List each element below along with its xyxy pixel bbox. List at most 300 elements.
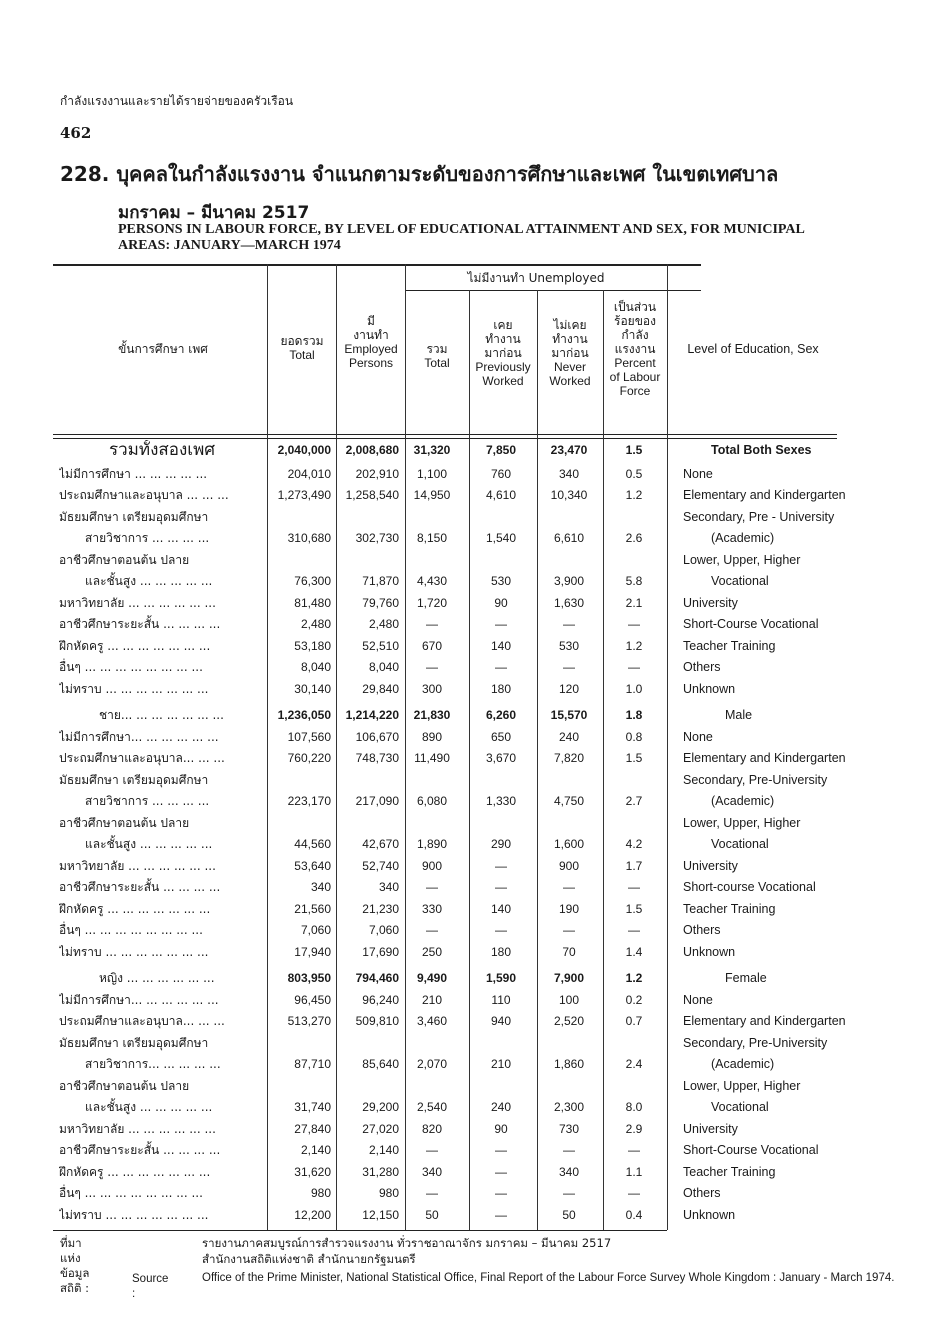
cell-total: 803,950 xyxy=(287,971,331,985)
row-level-en: Elementary and Kindergarten xyxy=(683,751,846,765)
table-row xyxy=(53,1054,837,1076)
col-header-level-en: Level of Education, Sex xyxy=(687,342,819,356)
row-level-th: อื่นๆ ... ... ... ... ... ... ... ... xyxy=(59,660,203,674)
cell-total: 340 xyxy=(310,880,331,894)
table-row xyxy=(53,507,837,529)
cell-unemployed-total: 210 xyxy=(421,992,443,1007)
cell-unemployed-total: 1,100 xyxy=(416,466,448,481)
row-level-th: ฝึกหัดครู ... ... ... ... ... ... ... xyxy=(59,901,211,916)
cell-never-worked: — xyxy=(563,617,575,631)
row-level-en: Unknown xyxy=(683,681,736,696)
table-bottom-rule xyxy=(53,1230,667,1231)
table-row xyxy=(53,834,837,856)
cell-previously-worked: 6,260 xyxy=(485,708,517,722)
col-header-employed-en2: Persons xyxy=(348,356,394,370)
table-row xyxy=(53,877,837,899)
col-header-prev-th3: มาก่อน xyxy=(484,346,522,360)
col-header-never-en2: Worked xyxy=(549,374,591,388)
row-level-en: Elementary and Kindergarten xyxy=(683,1014,846,1028)
row-level-en: Total Both Sexes xyxy=(711,443,812,457)
cell-total: 30,140 xyxy=(294,681,331,696)
cell-total: 96,450 xyxy=(294,992,331,1007)
cell-employed: 17,690 xyxy=(362,944,399,959)
row-level-th: อาชีวศึกษาระยะสั้น ... ... ... ... xyxy=(59,880,221,894)
row-level-th: มัธยมศึกษา เตรียมอุดมศึกษา xyxy=(59,509,209,524)
cell-unemployed-total: 1,890 xyxy=(416,837,448,851)
table-row xyxy=(53,990,837,1012)
row-level-th: สายวิชาการ ... ... ... ... xyxy=(85,794,210,808)
cell-unemployed-total: — xyxy=(426,617,438,631)
cell-employed: 42,670 xyxy=(362,837,399,851)
unemployed-group-rule xyxy=(405,290,701,291)
cell-previously-worked: 3,670 xyxy=(485,751,517,765)
cell-total: 44,560 xyxy=(294,837,331,851)
cell-percent: 0.5 xyxy=(625,466,643,481)
cell-previously-worked: 940 xyxy=(490,1014,512,1028)
table-row xyxy=(53,727,837,749)
cell-never-worked: 15,570 xyxy=(550,708,588,722)
row-level-en: Secondary, Pre-University xyxy=(683,1035,828,1050)
cell-total: 17,940 xyxy=(294,944,331,959)
cell-previously-worked: 290 xyxy=(490,837,512,851)
cell-unemployed-total: 50 xyxy=(425,1207,439,1222)
col-header-prev-en1: Previously xyxy=(475,360,531,374)
col-header-pct-th3: กำลัง xyxy=(621,328,649,342)
cell-employed: 52,510 xyxy=(362,638,399,653)
cell-percent: 2.7 xyxy=(625,794,643,808)
cell-employed: 340 xyxy=(378,880,399,894)
cell-percent: — xyxy=(628,880,640,894)
table-row xyxy=(53,1205,837,1227)
cell-unemployed-total: 250 xyxy=(421,944,443,959)
cell-percent: — xyxy=(628,923,640,937)
source-label-th: ที่มาแห่งข้อมูลสถิติ : xyxy=(60,1236,90,1295)
cell-previously-worked: 140 xyxy=(490,901,512,916)
cell-employed: 29,200 xyxy=(362,1100,399,1114)
cell-percent: 1.1 xyxy=(625,1164,643,1179)
col-header-percent-labour-force xyxy=(603,300,667,398)
table-row xyxy=(53,920,837,942)
table-row xyxy=(53,1140,837,1162)
cell-employed: 1,214,220 xyxy=(345,708,399,722)
cell-percent: — xyxy=(628,1186,640,1200)
col-header-pct-en3: Force xyxy=(619,384,651,398)
cell-percent: 1.4 xyxy=(625,944,643,959)
row-level-en: None xyxy=(683,466,713,481)
col-header-unemployed-total-th: รวม xyxy=(426,342,448,356)
cell-never-worked: 10,340 xyxy=(550,488,588,502)
table-row xyxy=(53,899,837,921)
cell-total: 2,480 xyxy=(300,617,331,631)
cell-percent: 1.0 xyxy=(625,681,643,696)
col-header-never-th1: ไม่เคย xyxy=(553,318,587,332)
table-title-thai xyxy=(60,158,778,190)
row-level-th: อาชีวศึกษาตอนต้น ปลาย xyxy=(59,1078,190,1093)
row-level-th: อาชีวศึกษาตอนต้น ปลาย xyxy=(59,552,190,567)
table-row xyxy=(53,968,837,990)
table-title-thai-text: บุคคลในกำลังแรงงาน จำแนกตามระดับของการศึกษาและเพศ ในเขตเทศบาล xyxy=(116,162,779,186)
row-level-en: Lower, Upper, Higher xyxy=(683,1078,801,1093)
cell-unemployed-total: 2,540 xyxy=(416,1100,448,1114)
cell-previously-worked: 1,330 xyxy=(485,794,517,808)
row-level-en: Others xyxy=(683,660,721,674)
cell-percent: 8.0 xyxy=(625,1100,643,1114)
row-level-en: Vocational xyxy=(711,1100,769,1114)
col-header-never-th2: ทำงาน xyxy=(552,332,588,346)
table-row xyxy=(53,636,837,658)
row-level-th: ไม่ทราบ ... ... ... ... ... ... ... xyxy=(59,944,209,959)
cell-never-worked: 6,610 xyxy=(553,531,585,545)
cell-never-worked: 120 xyxy=(558,681,580,696)
cell-unemployed-total: 14,950 xyxy=(413,488,451,502)
row-level-en: Teacher Training xyxy=(683,901,776,916)
cell-total: 27,840 xyxy=(294,1121,331,1136)
col-header-never-en1: Never xyxy=(553,360,586,374)
cell-total: 8,040 xyxy=(300,660,331,674)
cell-previously-worked: — xyxy=(495,858,507,873)
col-header-previously-worked xyxy=(469,318,537,388)
col-header-pct-en2: of Labour xyxy=(609,370,661,384)
cell-previously-worked: 1,540 xyxy=(485,531,517,545)
row-level-en: Male xyxy=(725,708,753,722)
cell-never-worked: 7,900 xyxy=(553,971,585,985)
cell-percent: 1.8 xyxy=(625,708,643,722)
row-level-th: หญิง ... ... ... ... ... ... xyxy=(99,971,215,985)
cell-percent: 1.5 xyxy=(625,751,643,765)
row-level-th: รวมทั้งสองเพศ xyxy=(109,440,216,460)
cell-total: 1,273,490 xyxy=(277,488,331,502)
table-row xyxy=(53,705,837,727)
cell-total: 76,300 xyxy=(294,574,331,588)
cell-unemployed-total: 3,460 xyxy=(416,1014,448,1028)
cell-employed: 52,740 xyxy=(362,858,399,873)
cell-previously-worked: — xyxy=(495,617,507,631)
cell-percent: 2.1 xyxy=(625,595,643,610)
cell-never-worked: 1,600 xyxy=(553,837,585,851)
cell-employed: 85,640 xyxy=(362,1057,399,1071)
cell-total: 31,620 xyxy=(294,1164,331,1179)
cell-never-worked: 340 xyxy=(558,1164,580,1179)
cell-previously-worked: — xyxy=(495,1207,507,1222)
cell-employed: 79,760 xyxy=(362,595,399,610)
running-title: กำลังแรงงานและรายได้รายจ่ายของครัวเรือน xyxy=(60,94,294,108)
cell-percent: 0.4 xyxy=(625,1207,643,1222)
cell-never-worked: 530 xyxy=(558,638,580,653)
col-header-unemployed-group: ไม่มีงานทำ Unemployed xyxy=(467,271,605,285)
row-level-th: ประถมศึกษาและอนุบาล... ... ... xyxy=(59,1014,225,1028)
row-level-en: Short-Course Vocational xyxy=(683,617,819,631)
table-row xyxy=(53,1011,846,1033)
cell-percent: — xyxy=(628,1143,640,1157)
table-row xyxy=(53,942,837,964)
table-row xyxy=(53,1033,837,1055)
row-level-th: อื่นๆ ... ... ... ... ... ... ... ... xyxy=(59,923,203,937)
col-header-pct-th2: ร้อยของ xyxy=(614,314,656,328)
row-level-en: Secondary, Pre - University xyxy=(683,509,835,524)
row-level-en: Unknown xyxy=(683,1207,736,1222)
table-row xyxy=(53,856,837,878)
row-level-en: Teacher Training xyxy=(683,638,776,653)
row-level-th: ประถมศึกษาและอนุบาล... ... ... xyxy=(59,751,225,765)
cell-unemployed-total: 900 xyxy=(421,858,443,873)
table-row xyxy=(53,1076,837,1098)
cell-previously-worked: 210 xyxy=(490,1057,512,1071)
cell-total: 310,680 xyxy=(287,531,331,545)
cell-employed: 980 xyxy=(378,1186,399,1200)
cell-never-worked: — xyxy=(563,660,575,674)
cell-total: 760,220 xyxy=(287,751,331,765)
row-level-th: มหาวิทยาลัย ... ... ... ... ... ... xyxy=(59,595,216,610)
row-level-th: ไม่มีการศึกษา ... ... ... ... ... xyxy=(59,466,208,481)
row-level-en: None xyxy=(683,992,713,1007)
cell-percent: 1.5 xyxy=(625,901,643,916)
cell-unemployed-total: — xyxy=(426,1143,438,1157)
cell-employed: 27,020 xyxy=(362,1121,399,1136)
cell-percent: — xyxy=(628,660,640,674)
col-header-employed-th2: งานทำ xyxy=(353,328,389,342)
cell-percent: 4.2 xyxy=(625,837,643,851)
cell-previously-worked: — xyxy=(495,880,507,894)
cell-previously-worked: 110 xyxy=(491,992,511,1007)
row-level-th: มหาวิทยาลัย ... ... ... ... ... ... xyxy=(59,1121,216,1136)
row-level-th: อาชีวศึกษาระยะสั้น ... ... ... ... xyxy=(59,617,221,631)
row-level-th: ฝึกหัดครู ... ... ... ... ... ... ... xyxy=(59,1164,211,1179)
cell-previously-worked: 240 xyxy=(490,1100,512,1114)
cell-previously-worked: — xyxy=(495,923,507,937)
row-level-th: และชั้นสูง ... ... ... ... ... xyxy=(85,837,213,851)
cell-unemployed-total: 670 xyxy=(421,638,443,653)
row-level-en: Teacher Training xyxy=(683,1164,776,1179)
cell-employed: 217,090 xyxy=(355,794,399,808)
row-level-th: และชั้นสูง ... ... ... ... ... xyxy=(85,1100,213,1114)
row-level-en: (Academic) xyxy=(711,1057,775,1071)
cell-never-worked: 100 xyxy=(558,992,580,1007)
cell-employed: 31,280 xyxy=(362,1164,399,1179)
cell-employed: 302,730 xyxy=(355,531,399,545)
cell-total: 81,480 xyxy=(294,595,331,610)
row-level-th: มัธยมศึกษา เตรียมอุดมศึกษา xyxy=(59,1035,209,1050)
row-level-en: (Academic) xyxy=(711,794,775,808)
cell-percent: 1.2 xyxy=(625,488,643,502)
col-header-employed-th1: มี xyxy=(367,314,375,328)
table-row xyxy=(53,440,837,462)
header-bottom-rule-2 xyxy=(53,438,837,439)
row-level-en: University xyxy=(683,858,738,873)
cell-percent: 1.5 xyxy=(625,443,643,457)
cell-unemployed-total: 2,070 xyxy=(416,1057,448,1071)
cell-previously-worked: 650 xyxy=(490,729,512,744)
cell-never-worked: — xyxy=(563,880,575,894)
cell-employed: 2,140 xyxy=(368,1143,399,1157)
table-row xyxy=(53,1183,837,1205)
row-level-en: Unknown xyxy=(683,944,736,959)
col-header-total-en: Total xyxy=(289,348,315,362)
cell-unemployed-total: — xyxy=(426,923,438,937)
col-header-total xyxy=(269,334,335,362)
col-header-pct-th1: เป็นส่วน xyxy=(613,300,657,314)
cell-never-worked: 2,300 xyxy=(553,1100,585,1114)
cell-never-worked: 70 xyxy=(562,944,576,959)
row-level-th: อื่นๆ ... ... ... ... ... ... ... ... xyxy=(59,1186,203,1200)
row-level-en: None xyxy=(683,729,713,744)
cell-percent: 2.4 xyxy=(625,1057,643,1071)
cell-percent: — xyxy=(628,617,640,631)
table-row xyxy=(53,1162,837,1184)
cell-never-worked: 1,860 xyxy=(553,1057,585,1071)
cell-previously-worked: — xyxy=(495,1186,507,1200)
cell-total: 1,236,050 xyxy=(277,708,331,722)
table-row xyxy=(53,593,837,615)
cell-percent: 1.2 xyxy=(625,971,643,985)
cell-percent: 5.8 xyxy=(625,574,643,588)
cell-employed: 96,240 xyxy=(362,992,399,1007)
cell-total: 513,270 xyxy=(287,1014,331,1028)
cell-never-worked: — xyxy=(563,1143,575,1157)
row-level-en: Female xyxy=(725,971,767,985)
cell-percent: 2.9 xyxy=(625,1121,643,1136)
row-level-th: ฝึกหัดครู ... ... ... ... ... ... ... xyxy=(59,638,211,653)
page-number: 462 xyxy=(60,124,92,142)
cell-employed: 21,230 xyxy=(362,901,399,916)
cell-employed: 509,810 xyxy=(355,1014,399,1028)
cell-never-worked: 50 xyxy=(562,1207,576,1222)
table-row xyxy=(53,614,837,636)
row-level-en: Vocational xyxy=(711,837,769,851)
source-text-th1: รายงานภาคสมบูรณ์การสำรวจแรงงาน ทั่วราชอาณาจักร มกราคม – มีนาคม 2517 xyxy=(202,1236,612,1250)
source-text-en: Office of the Prime Minister, National Statistical Office, Final Report of the Labour Force Survey Whole Kingdom : January - March 1974. xyxy=(202,1272,895,1284)
source-text-th2: สำนักงานสถิติแห่งชาติ สำนักนายกรัฐมนตรี xyxy=(202,1252,416,1266)
cell-unemployed-total: 11,490 xyxy=(414,751,450,765)
row-level-en: University xyxy=(683,595,738,610)
table-row xyxy=(53,657,837,679)
cell-unemployed-total: 820 xyxy=(421,1121,443,1136)
cell-employed: 202,910 xyxy=(355,466,399,481)
cell-unemployed-total: 1,720 xyxy=(416,595,448,610)
cell-previously-worked: 4,610 xyxy=(485,488,517,502)
cell-previously-worked: 90 xyxy=(494,595,508,610)
col-header-pct-th4: แรงงาน xyxy=(614,342,656,356)
cell-employed: 748,730 xyxy=(355,751,399,765)
table-row xyxy=(53,550,837,572)
cell-previously-worked: 180 xyxy=(490,681,512,696)
row-level-th: มหาวิทยาลัย ... ... ... ... ... ... xyxy=(59,858,216,873)
cell-percent: 0.2 xyxy=(625,992,643,1007)
cell-employed: 8,040 xyxy=(368,660,399,674)
cell-never-worked: 340 xyxy=(558,466,580,481)
cell-total: 53,640 xyxy=(294,858,331,873)
row-level-en: Short-course Vocational xyxy=(683,880,816,894)
cell-total: 7,060 xyxy=(300,923,331,937)
table-row xyxy=(53,528,837,550)
cell-unemployed-total: 300 xyxy=(421,681,443,696)
cell-employed: 1,258,540 xyxy=(345,488,399,502)
cell-employed: 7,060 xyxy=(368,923,399,937)
table-row xyxy=(53,571,837,593)
cell-unemployed-total: 6,080 xyxy=(416,794,448,808)
cell-unemployed-total: 330 xyxy=(421,901,443,916)
cell-never-worked: — xyxy=(563,923,575,937)
cell-unemployed-total: 8,150 xyxy=(416,531,448,545)
cell-unemployed-total: 340 xyxy=(421,1164,443,1179)
table-row xyxy=(53,679,837,701)
cell-never-worked: 3,900 xyxy=(553,574,585,588)
col-header-unemployed-total-en: Total xyxy=(424,356,450,370)
row-level-th: ไม่ทราบ ... ... ... ... ... ... ... xyxy=(59,1207,209,1222)
table-number: 228. xyxy=(60,162,110,186)
table-row xyxy=(53,485,846,507)
cell-percent: 2.6 xyxy=(625,531,643,545)
cell-employed: 71,870 xyxy=(362,574,399,588)
cell-percent: 1.2 xyxy=(625,638,643,653)
header-bottom-rule xyxy=(53,434,837,435)
cell-never-worked: 900 xyxy=(558,858,580,873)
row-level-en: Elementary and Kindergarten xyxy=(683,488,846,502)
row-level-th: สายวิชาการ... ... ... ... ... xyxy=(85,1057,221,1071)
cell-employed: 794,460 xyxy=(355,971,399,985)
cell-previously-worked: 530 xyxy=(490,574,512,588)
cell-total: 87,710 xyxy=(294,1057,331,1071)
cell-total: 53,180 xyxy=(294,638,331,653)
table-row xyxy=(53,464,837,486)
cell-total: 107,560 xyxy=(287,729,331,744)
row-level-en: Others xyxy=(683,1186,721,1200)
cell-total: 2,040,000 xyxy=(277,443,331,457)
cell-never-worked: 2,520 xyxy=(553,1014,585,1028)
cell-percent: 0.7 xyxy=(625,1014,643,1028)
row-level-th: ไม่มีการศึกษา... ... ... ... ... ... xyxy=(59,729,219,744)
col-header-prev-th1: เคย xyxy=(493,318,513,332)
row-level-en: Lower, Upper, Higher xyxy=(683,552,801,567)
row-level-th: อาชีวศึกษาตอนต้น ปลาย xyxy=(59,815,190,830)
cell-total: 2,140 xyxy=(300,1143,331,1157)
row-level-en: Others xyxy=(683,923,721,937)
row-level-th: และชั้นสูง ... ... ... ... ... xyxy=(85,574,213,588)
col-header-employed xyxy=(337,314,405,370)
cell-previously-worked: 7,850 xyxy=(485,443,517,457)
cell-total: 204,010 xyxy=(287,466,331,481)
cell-never-worked: 190 xyxy=(558,901,580,916)
labour-force-table xyxy=(53,264,846,1230)
table-row xyxy=(53,770,837,792)
cell-previously-worked: — xyxy=(495,1164,507,1179)
row-level-th: ไม่มีการศึกษา... ... ... ... ... ... xyxy=(59,992,219,1007)
cell-never-worked: 4,750 xyxy=(553,794,585,808)
table-row xyxy=(53,1119,837,1141)
table-row xyxy=(53,748,846,770)
row-level-th: สายวิชาการ ... ... ... ... xyxy=(85,531,210,545)
col-header-never-th3: มาก่อน xyxy=(551,346,589,360)
col-header-employed-en1: Employed xyxy=(344,342,398,356)
col-header-total-th: ยอดรวม xyxy=(280,334,324,348)
row-level-th: อาชีวศึกษาระยะสั้น ... ... ... ... xyxy=(59,1143,221,1157)
cell-unemployed-total: — xyxy=(426,880,438,894)
row-level-en: Vocational xyxy=(711,574,769,588)
cell-previously-worked: — xyxy=(495,1143,507,1157)
cell-total: 12,200 xyxy=(294,1207,331,1222)
cell-never-worked: — xyxy=(563,1186,575,1200)
cell-total: 31,740 xyxy=(294,1100,331,1114)
cell-employed: 2,480 xyxy=(368,617,399,631)
cell-employed: 2,008,680 xyxy=(345,443,399,457)
table-title-english: PERSONS IN LABOUR FORCE, BY LEVEL OF EDUCATIONAL ATTAINMENT AND SEX, FOR MUNICIPAL AREAS: JANUARY—MARCH 1974 xyxy=(118,222,805,253)
row-level-th: ไม่ทราบ ... ... ... ... ... ... ... xyxy=(59,681,209,696)
table-top-rule xyxy=(53,264,701,266)
cell-total: 223,170 xyxy=(287,794,331,808)
col-header-level-th: ขั้นการศึกษา เพศ xyxy=(118,342,208,356)
table-title-thai-period: มกราคม – มีนาคม 2517 xyxy=(118,203,310,223)
cell-unemployed-total: — xyxy=(426,660,438,674)
cell-never-worked: 240 xyxy=(558,729,580,744)
